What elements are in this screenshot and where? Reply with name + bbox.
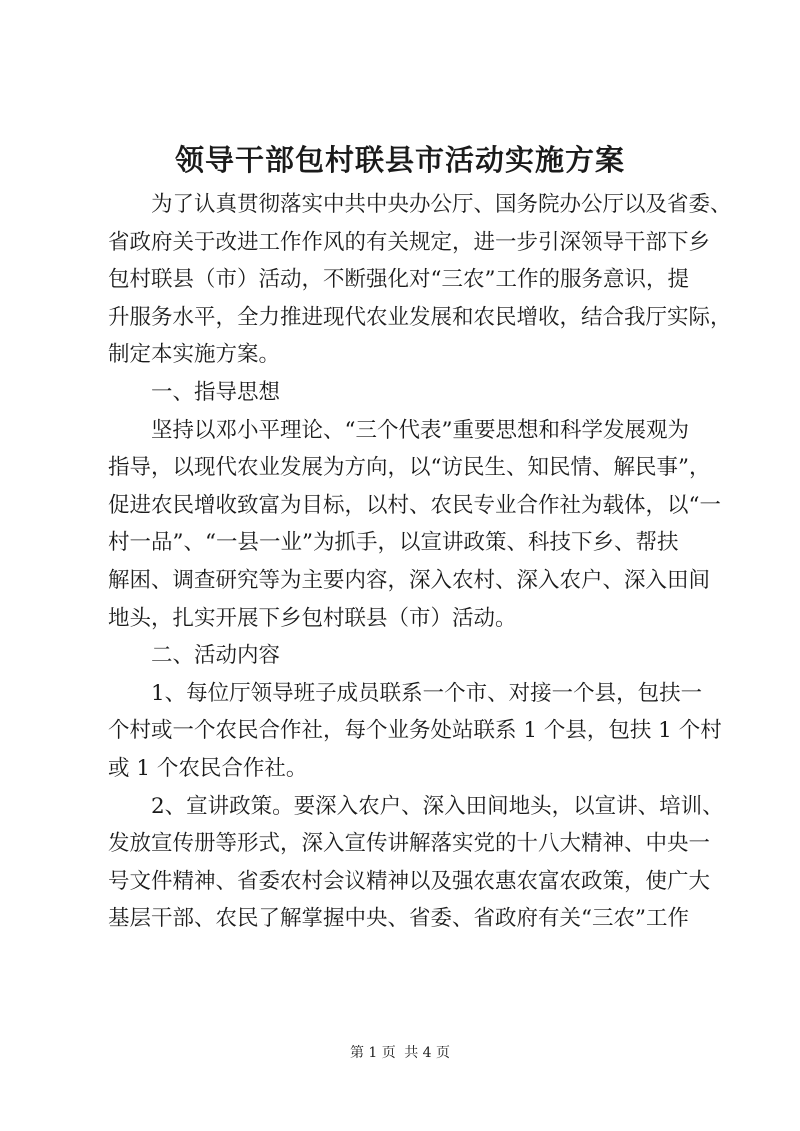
text-line: 解困、调查研究等为主要内容，深入农村、深入农户、深入田间 — [108, 567, 711, 593]
text-line: 制定本实施方案。 — [108, 342, 281, 368]
text-line: 省政府关于改进工作作风的有关规定，进一步引深领导干部下乡 — [108, 229, 711, 255]
page-number: 第 1 页 — [349, 1045, 396, 1061]
text-line: 促进农民增收致富为目标，以村、农民专业合作社为载体，以“一 — [108, 492, 721, 518]
page-footer — [0, 1042, 800, 1062]
document-title: 领导干部包村联县市活动实施方案 — [174, 143, 625, 177]
section-heading: 一、指导思想 — [151, 379, 281, 405]
text-line: 或 1 个农民合作社。 — [108, 755, 308, 781]
text-line: 为了认真贯彻落实中共中央办公厅、国务院办公厅以及省委、 — [151, 192, 732, 217]
text-line: 个村或一个农民合作社，每个业务处站联系 1 个县，包扶 1 个村 — [108, 718, 722, 744]
page-total: 共 4 页 — [404, 1045, 451, 1061]
section-heading: 二、活动内容 — [151, 643, 281, 669]
text-line: 地头，扎实开展下乡包村联县（市）活动。 — [108, 605, 517, 631]
text-line: 包村联县（市）活动，不断强化对“三农”工作的服务意识，提 — [108, 267, 689, 293]
text-line: 发放宣传册等形式，深入宣传讲解落实党的十八大精神、中央一 — [108, 831, 711, 857]
text-line: 基层干部、农民了解掌握中央、省委、省政府有关“三农”工作 — [108, 906, 689, 932]
text-line: 2、宣讲政策。要深入农户、深入田间地头，以宣讲、培训、 — [151, 793, 724, 819]
text-line: 号文件精神、省委农村会议精神以及强农惠农富农政策，使广大 — [108, 868, 711, 894]
text-line: 坚持以邓小平理论、“三个代表”重要思想和科学发展观为 — [151, 417, 689, 443]
text-line: 指导，以现代农业发展为方向，以“访民生、知民情、解民事”， — [108, 455, 711, 481]
text-line: 1、每位厅领导班子成员联系一个市、对接一个县，包扶一 — [151, 680, 703, 706]
text-line: 升服务水平，全力推进现代农业发展和农民增收，结合我厅实际， — [108, 304, 732, 330]
document-body — [108, 186, 732, 938]
text-line: 村一品”、“一县一业”为抓手，以宣讲政策、科技下乡、帮扶 — [108, 530, 679, 556]
